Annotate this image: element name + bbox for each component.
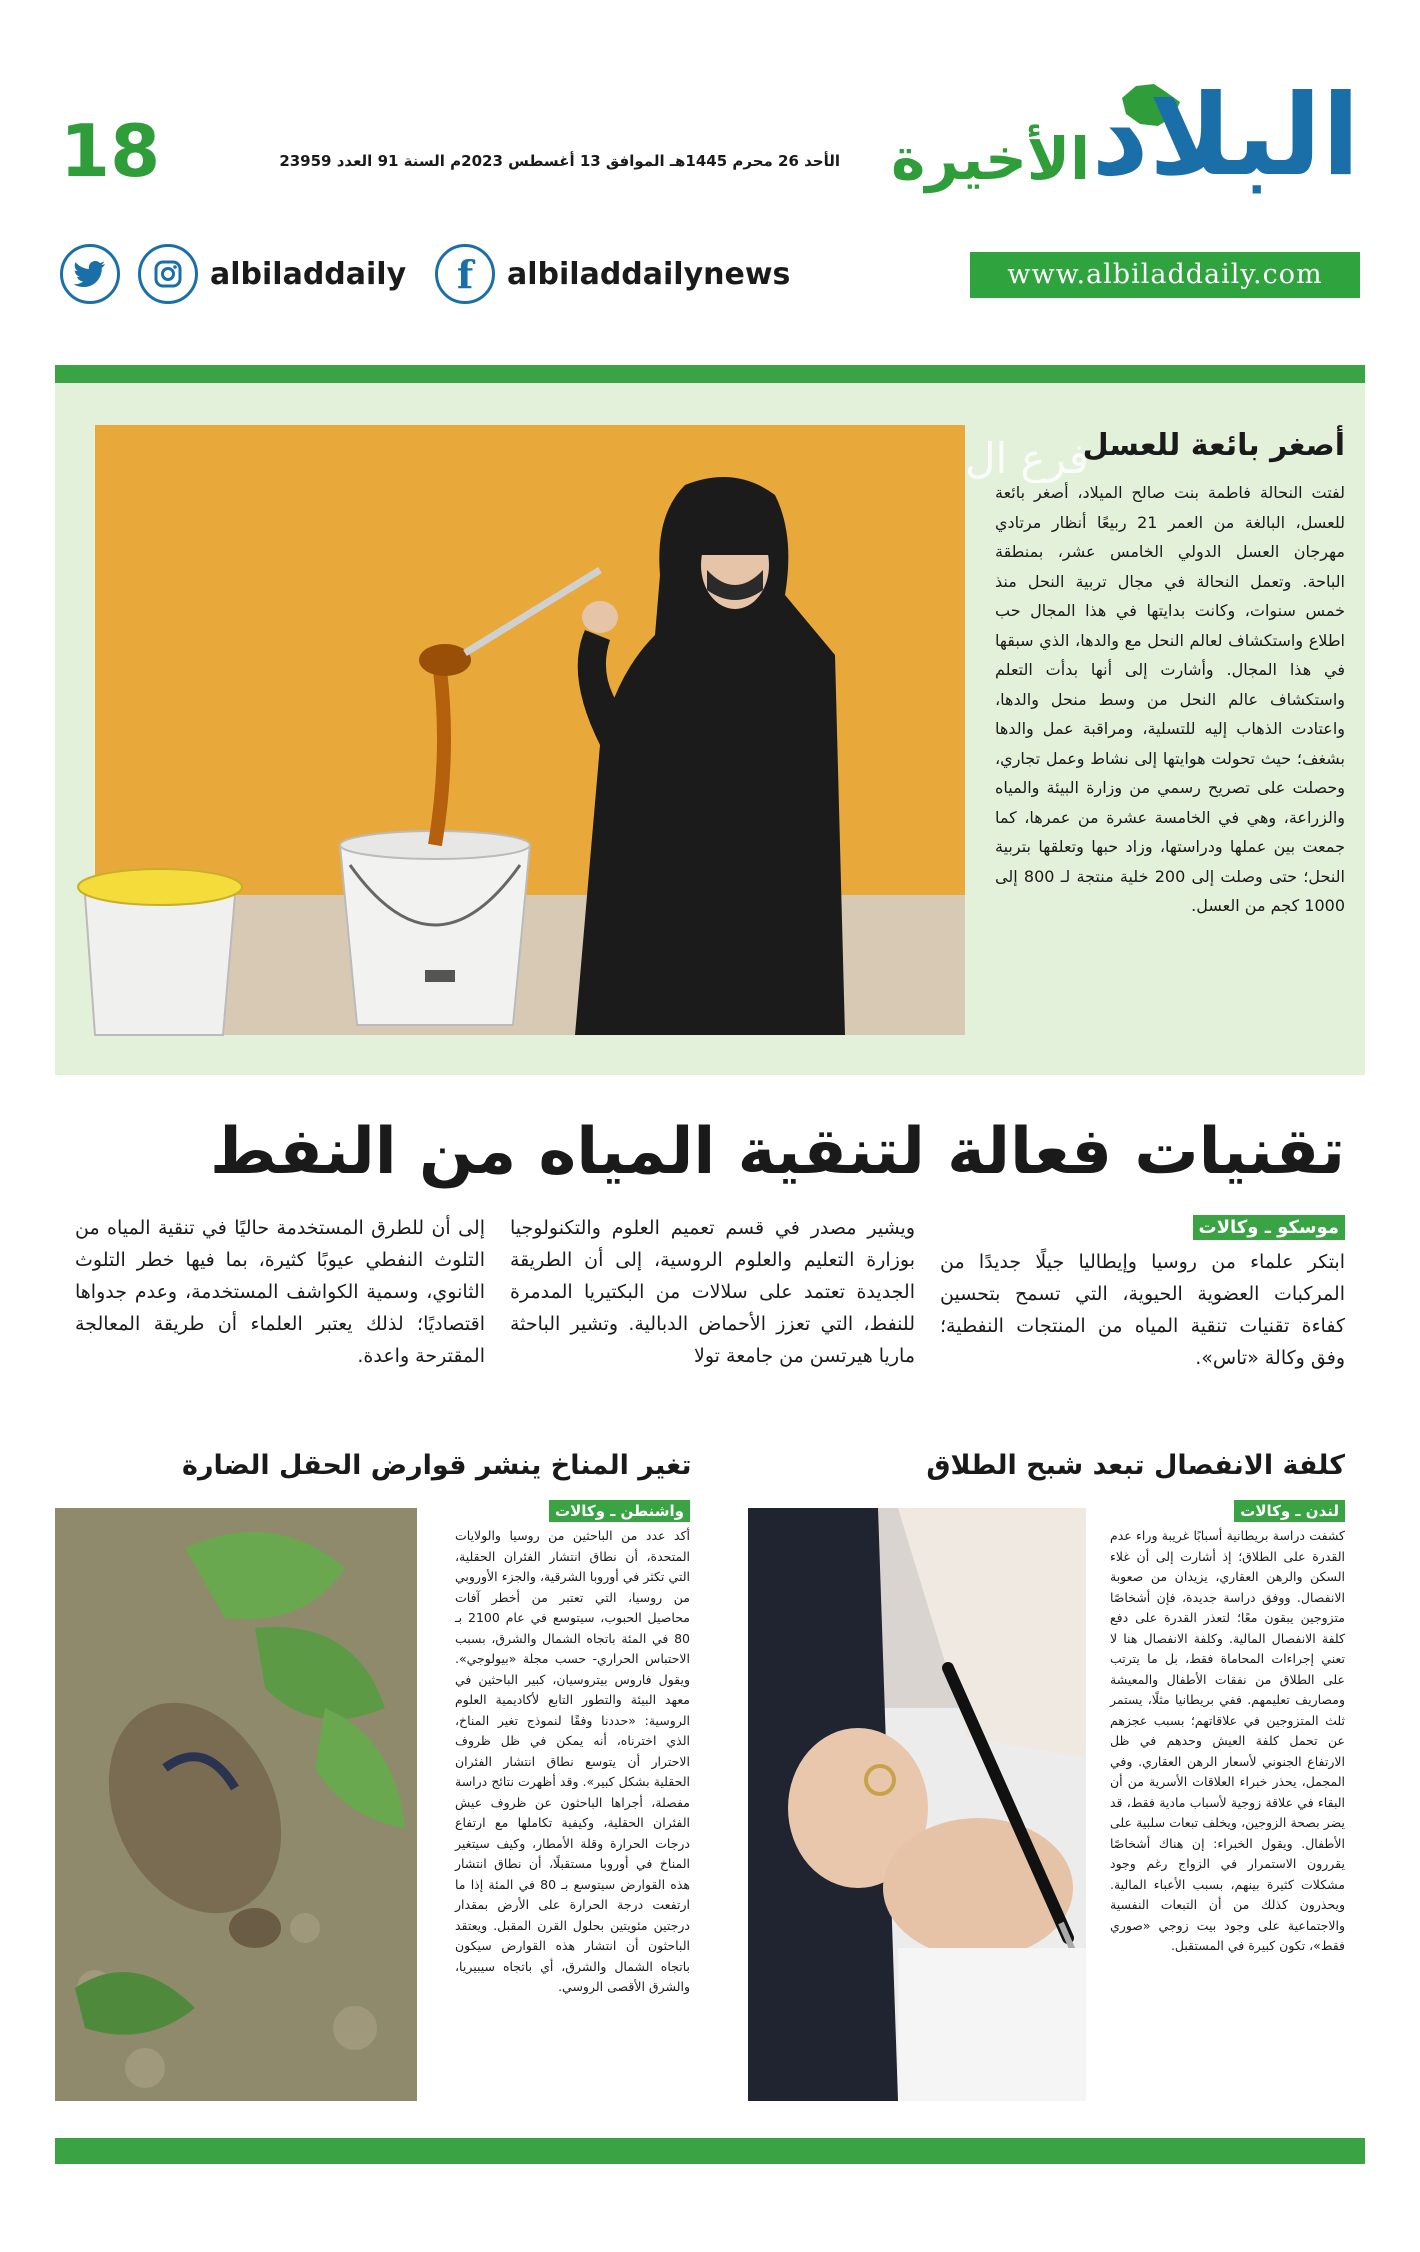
divorce-dateline: لندن ـ وكالات: [1234, 1500, 1345, 1522]
instagram-handle: albiladdaily: [210, 256, 407, 292]
photo-sign-text: فرع ال: [965, 434, 1089, 483]
rodents-title: تغير المناخ ينشر قوارض الحقل الضارة: [182, 1450, 692, 1481]
divorce-text-column: [1110, 1500, 1345, 1957]
instagram-icon: [138, 244, 198, 304]
rodent-photo: [55, 1508, 417, 2101]
main-dateline: موسكو ـ وكالات: [1193, 1215, 1345, 1240]
honey-seller-illustration: [95, 425, 1089, 1035]
twitter-icon: [60, 244, 120, 304]
twitter-link[interactable]: [60, 244, 120, 304]
instagram-link[interactable]: [138, 244, 406, 304]
feature-title: أصغر بائعة للعسل: [1082, 428, 1345, 463]
logo-wordmark: البلاد: [1091, 71, 1360, 201]
main-col3-text: إلى أن للطرق المستخدمة حاليًا في تنقية المياه من التلوث النفطي عيوبًا كثيرة، بما فيها خطر التلوث الثانوي، وسمية الكواشف المستخدمة، وعدم جدواها اقتصاديًا؛ لذلك يعتبر العلماء أن طريقة المعالجة المقترحة واعدة.: [75, 1217, 485, 1367]
section-title: الأخيرة: [891, 125, 1090, 193]
feature-body: لفتت النحالة فاطمة بنت صالح الميلاد، أصغر بائعة للعسل، البالغة من العمر 21 ربيعًا أنظار مرتادي مهرجان العسل الدولي الخامس عشر، بمنطقة الباحة. وتعمل النحالة في مجال تربية النحل منذ خمس سنوات، وكانت بدايتها في هذا المجال حب اطلاع واستكشاف لعالم النحل مع والدها، الذي سبقها في هذا المجال. وأشارت إلى أنها بدأت التعلم واستكشاف عالم النحل من وسط منحل والدها، واعتادت الذهاب إليه للتسلية، ومراقبة عمل والدها بشغف؛ حيث تحولت هوايتها إلى نشاط وعمل تجاري، وحصلت على تصريح رسمي من وزارة البيئة والمياه والزراعة، وهي في الخامسة عشرة من عمرها، كما جمعت بين عملها ودراستها، وزاد حبها وتعلقها بتربية النحل؛ حتى وصلت إلى 200 خلية منتجة لـ 800 إلى 1000 كجم من العسل.: [995, 483, 1346, 915]
signing-hands-illustration: [748, 1508, 1086, 2101]
website-link[interactable]: www.albiladdaily.com: [970, 252, 1360, 298]
facebook-link[interactable]: [435, 244, 790, 304]
rodents-text-column: [455, 1500, 690, 1998]
facebook-icon: f: [435, 244, 495, 304]
main-col1-text: ابتكر علماء من روسيا وإيطاليا جيلًا جديدًا من المركبات العضوية الحيوية، التي تسمح بتحسين كفاءة تقنيات تنقية المياه من المنتجات النفطية؛ وفق وكالة «تاس».: [940, 1251, 1345, 1369]
main-story-col1: [940, 1215, 1345, 1374]
divorce-photo: [748, 1508, 1086, 2101]
main-col2-text: ويشير مصدر في قسم تعميم العلوم والتكنولوجيا بوزارة التعليم والعلوم الروسية، إلى أن الطريقة الجديدة تعتمد على سلالات من البكتيريا المدمرة للنفط، التي تعزز الأحماض الدبالية. وتشير الباحثة ماريا هيرتسن من جامعة تولا: [510, 1217, 915, 1367]
footer-bar: [55, 2138, 1365, 2164]
date-line: الأحد 26 محرم 1445هـ الموافق 13 أغسطس 2023م السنة 91 العدد 23959: [279, 152, 840, 170]
divorce-title: كلفة الانفصال تبعد شبح الطلاق: [926, 1450, 1345, 1481]
feature-photo: [95, 425, 1089, 1035]
facebook-handle: albiladdailynews: [507, 256, 791, 292]
page-number: 18: [60, 109, 161, 193]
rodents-body: أكد عدد من الباحثين من روسيا والولايات المتحدة، أن نطاق انتشار الفئران الحقلية، التي تكثر في أوروبا الشرقية، والجزء الأوروبي من روسيا، التي تعتبر من أخطر آفات محاصيل الحبوب، سيتوسع في عام 2100 بـ 80 في المئة باتجاه الشمال والشرق، بسبب الاحتباس الحراري- حسب مجلة «بيولوجي». ويقول فاروس بيتروسيان، كبير الباحثين في معهد البيئة والتطور التابع لأكاديمية العلوم الروسية: «حددنا وفقًا لنموذج تغير المناخ، الذي اخترناه، أنه يمكن في ظل ظروف الاحترار أن يتوسع نطاق انتشار الفئران الحقلية بشكل كبير». وقد أظهرت نتائج دراسة مفصلة، أجراها الباحثون عن ظروف عيش الفئران الحقلية، وكيفية تكاملها مع ارتفاع درجات الحرارة وقلة الأمطار، وكيف سيتغير المناخ في أوروبا مستقبلًا، أن نطاق انتشار هذه القوارض سيتوسع بـ 80 في المئة إذا ما ارتفعت درجة الحرارة على الأرض بمقدار درجتين مئويتين بحلول القرن المقبل. ويعتقد الباحثون أن انتشار هذه القوارض سيكون باتجاه الشمال والشرق، أي باتجاه سيبيريا، والشرق الأقصى الروسي.: [455, 1528, 690, 1994]
rodents-dateline: واشنطن ـ وكالات: [549, 1500, 690, 1522]
field-mouse-illustration: [55, 1508, 417, 2101]
divorce-body: كشفت دراسة بريطانية أسبابًا غريبة وراء عدم القدرة على الطلاق؛ إذ أشارت إلى أن غلاء السكن والرهن العقاري، يزيدان من صعوبة الانفصال. ووفق دراسة جديدة، فإن أشخاصًا متزوجين يبقون معًا؛ لتعذر القدرة على دفع كلفة الانفصال المالية. وكلفة الانفصال هنا لا تعني إجراءات المحاماة فقط، بل ما يترتب على الطلاق من نفقات الأطفال والمعيشة ومصاريف تعليمهم. ففي بريطانيا مثلًا، يستمر ثلث المتزوجين في علاقاتهم؛ بسبب عجزهم عن تحمل كلفة العيش وحدهم في ظل الارتفاع الجنوني لأسعار الرهن العقاري. وفي المجمل، يحذر خبراء العلاقات الأسرية من أن البقاء في علاقة زوجية لأسباب مادية فقط، قد يضر بصحة الزوجين، ويخلف تبعات سلبية على الأطفال. ويقول الخبراء: إن هناك أشخاصًا يقررون الاستمرار في الزواج رغم وجود مشكلات كثيرة بينهم، بسبب الأعباء المالية. ويحذرون كذلك من أن التبعات النفسية والاجتماعية على وجود بيت زوجي «صوري فقط»، تكون كبيرة في المستقبل.: [1110, 1528, 1345, 1953]
main-headline: تقنيات فعالة لتنقية المياه من النفط: [210, 1115, 1345, 1189]
